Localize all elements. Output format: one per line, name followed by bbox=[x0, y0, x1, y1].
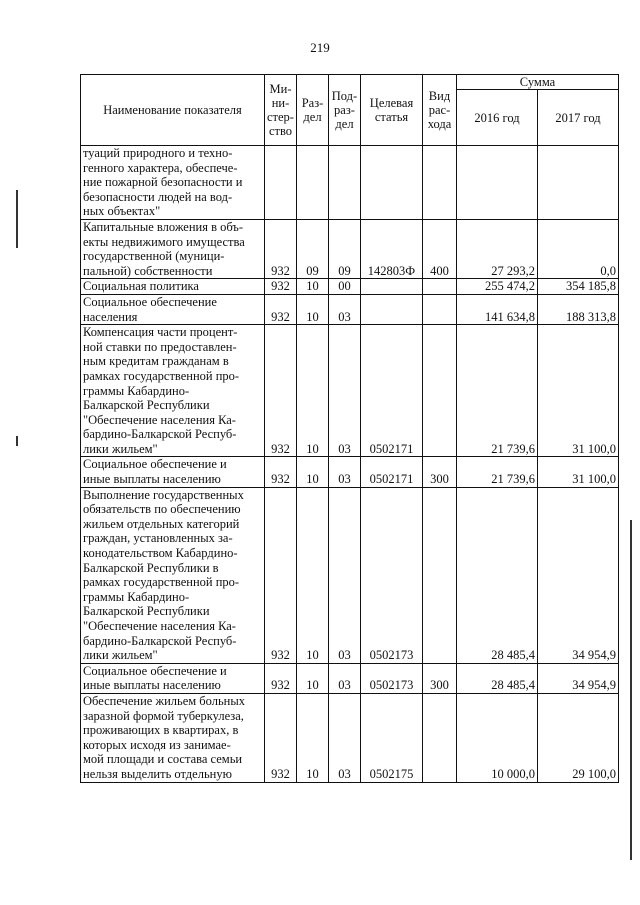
row-subsection: 03 bbox=[329, 294, 361, 324]
row-target: 0502171 bbox=[361, 457, 423, 487]
table-row bbox=[81, 146, 619, 220]
row-ministry: 932 bbox=[265, 294, 297, 324]
row-expense bbox=[423, 487, 457, 663]
row-sum-2016: 21 739,6 bbox=[457, 325, 538, 457]
row-expense bbox=[423, 693, 457, 782]
row-expense bbox=[423, 146, 457, 220]
row-sum-2017: 31 100,0 bbox=[538, 457, 619, 487]
row-ministry: 932 bbox=[265, 457, 297, 487]
scan-mark-left bbox=[16, 190, 18, 248]
header-year-2017: 2017 год bbox=[538, 90, 619, 146]
header-section: Раз- дел bbox=[297, 75, 329, 146]
row-sum-2016: 21 739,6 bbox=[457, 457, 538, 487]
row-sum-2016 bbox=[457, 146, 538, 220]
row-sum-2017: 34 954,9 bbox=[538, 663, 619, 693]
header-name: Наименование показателя bbox=[81, 75, 265, 146]
row-ministry: 932 bbox=[265, 693, 297, 782]
row-section: 10 bbox=[297, 279, 329, 295]
row-name: Социальное обеспечение населения bbox=[81, 294, 265, 324]
row-subsection: 03 bbox=[329, 693, 361, 782]
table-row bbox=[81, 279, 619, 295]
row-subsection: 03 bbox=[329, 487, 361, 663]
header-subsection: Под- раз- дел bbox=[329, 75, 361, 146]
row-name: туаций природного и техно- генного характера, обеспече- ние пожарной безопасности и безопасности людей на вод- ных объектах" bbox=[81, 146, 265, 220]
row-target: 0502173 bbox=[361, 487, 423, 663]
scan-mark-left-small bbox=[16, 436, 18, 446]
row-sum-2017: 31 100,0 bbox=[538, 325, 619, 457]
row-expense: 400 bbox=[423, 219, 457, 278]
header-year-2016: 2016 год bbox=[457, 90, 538, 146]
row-expense bbox=[423, 325, 457, 457]
row-sum-2017: 354 185,8 bbox=[538, 279, 619, 295]
row-expense bbox=[423, 294, 457, 324]
row-target: 0502171 bbox=[361, 325, 423, 457]
row-section: 10 bbox=[297, 693, 329, 782]
row-target: 0502175 bbox=[361, 693, 423, 782]
row-target: 142803Ф bbox=[361, 219, 423, 278]
table-body bbox=[81, 146, 619, 783]
row-sum-2017: 188 313,8 bbox=[538, 294, 619, 324]
row-subsection: 09 bbox=[329, 219, 361, 278]
row-expense bbox=[423, 279, 457, 295]
row-subsection bbox=[329, 146, 361, 220]
table-row bbox=[81, 487, 619, 663]
header-ministry: Ми- ни- стер- ство bbox=[265, 75, 297, 146]
row-sum-2016: 28 485,4 bbox=[457, 663, 538, 693]
row-ministry bbox=[265, 146, 297, 220]
row-subsection: 03 bbox=[329, 663, 361, 693]
table-row bbox=[81, 457, 619, 487]
row-subsection: 03 bbox=[329, 457, 361, 487]
row-expense: 300 bbox=[423, 457, 457, 487]
page-number: 219 bbox=[310, 40, 330, 55]
scan-mark-right bbox=[630, 520, 632, 860]
row-ministry: 932 bbox=[265, 279, 297, 295]
row-target bbox=[361, 279, 423, 295]
row-section: 10 bbox=[297, 294, 329, 324]
row-ministry: 932 bbox=[265, 219, 297, 278]
row-ministry: 932 bbox=[265, 325, 297, 457]
row-section bbox=[297, 146, 329, 220]
table-row bbox=[81, 693, 619, 782]
row-target bbox=[361, 146, 423, 220]
row-section: 10 bbox=[297, 325, 329, 457]
row-sum-2016: 255 474,2 bbox=[457, 279, 538, 295]
table-row bbox=[81, 294, 619, 324]
row-subsection: 00 bbox=[329, 279, 361, 295]
header-sum: Сумма bbox=[457, 75, 619, 90]
row-name: Компенсация части процент- ной ставки по предоставлен- ным кредитам гражданам в рамках государственной про- граммы Кабардино- Балкарской Республики "Обеспечение населения Ка- бардино-Балкарской Респуб- лики жильем" bbox=[81, 325, 265, 457]
row-ministry: 932 bbox=[265, 663, 297, 693]
row-sum-2017: 29 100,0 bbox=[538, 693, 619, 782]
row-section: 09 bbox=[297, 219, 329, 278]
row-section: 10 bbox=[297, 663, 329, 693]
row-section: 10 bbox=[297, 457, 329, 487]
row-sum-2016: 28 485,4 bbox=[457, 487, 538, 663]
row-name: Капитальные вложения в объ- екты недвижимого имущества государственной (муници- пальной) собственности bbox=[81, 219, 265, 278]
row-target: 0502173 bbox=[361, 663, 423, 693]
row-section: 10 bbox=[297, 487, 329, 663]
header-target: Целевая статья bbox=[361, 75, 423, 146]
row-name: Обеспечение жильем больных заразной формой туберкулеза, проживающих в квартирах, в которых исходя из занимае- мой площади и состава семьи нельзя выделить отдельную bbox=[81, 693, 265, 782]
row-name: Выполнение государственных обязательств по обеспечению жильем отдельных категорий граждан, установленных за- конодательством Кабардино- Балкарской Республики в рамках государственной про- граммы Кабардино- Балкарской Республики "Обеспечение населения Ка- бардино-Балкарской Респуб- лики жильем" bbox=[81, 487, 265, 663]
budget-table bbox=[80, 74, 619, 783]
row-sum-2016: 27 293,2 bbox=[457, 219, 538, 278]
row-sum-2017: 34 954,9 bbox=[538, 487, 619, 663]
row-target bbox=[361, 294, 423, 324]
row-sum-2016: 141 634,8 bbox=[457, 294, 538, 324]
row-name: Социальная политика bbox=[81, 279, 265, 295]
row-ministry: 932 bbox=[265, 487, 297, 663]
table-row bbox=[81, 325, 619, 457]
row-name: Социальное обеспечение и иные выплаты населению bbox=[81, 457, 265, 487]
table-row bbox=[81, 663, 619, 693]
row-sum-2016: 10 000,0 bbox=[457, 693, 538, 782]
table-row bbox=[81, 219, 619, 278]
row-subsection: 03 bbox=[329, 325, 361, 457]
header-expense: Вид рас- хода bbox=[423, 75, 457, 146]
row-name: Социальное обеспечение и иные выплаты населению bbox=[81, 663, 265, 693]
row-sum-2017 bbox=[538, 146, 619, 220]
row-sum-2017: 0,0 bbox=[538, 219, 619, 278]
row-expense: 300 bbox=[423, 663, 457, 693]
